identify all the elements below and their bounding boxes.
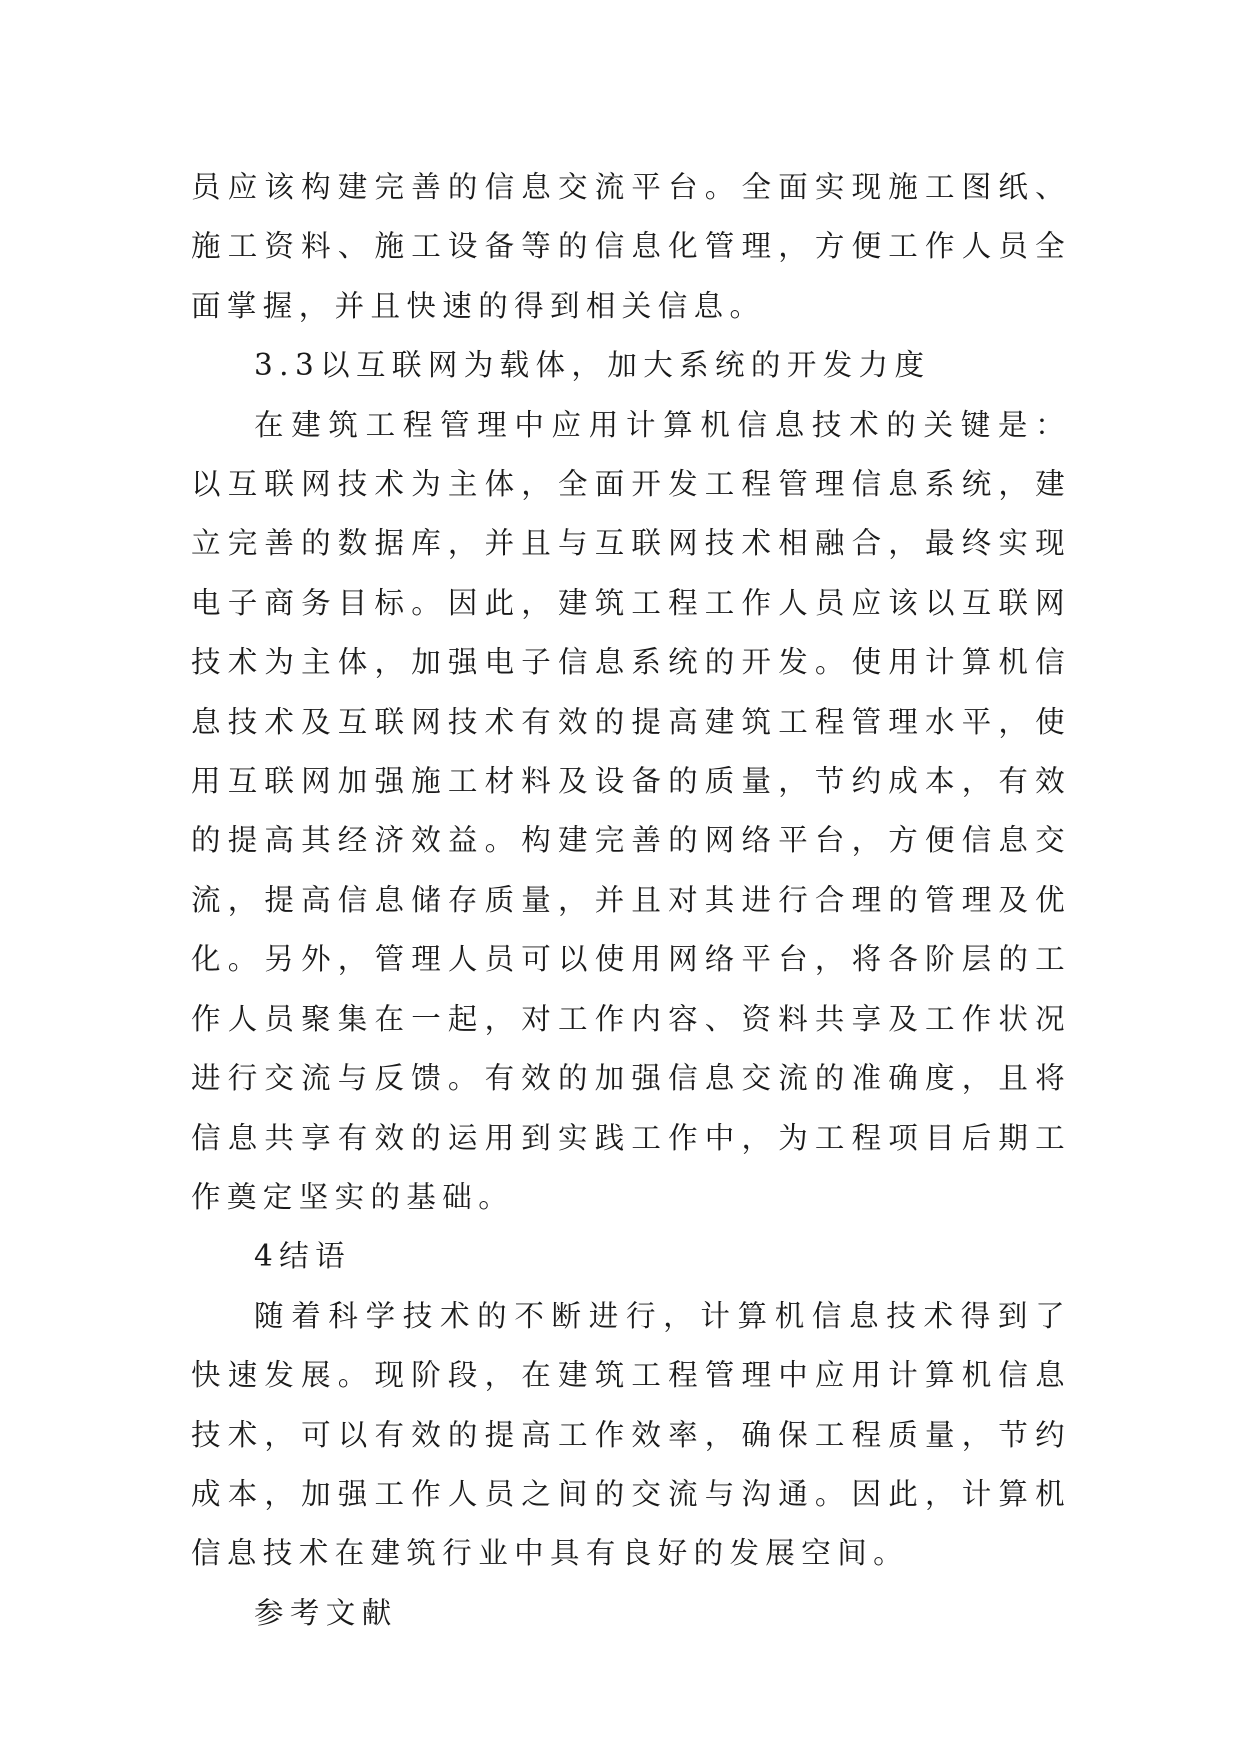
section-heading-conclusion: 4结语 [254,1239,351,1274]
document-page [191,158,1071,1643]
paragraph-continuation: 员应该构建完善的信息交流平台。全面实现施工图纸、施工资料、施工设备等的信息化管理，方便工作人员全面掌握，并且快速的得到相关信息。 [191,170,1071,323]
paragraph-internet-system: 在建筑工程管理中应用计算机信息技术的关键是：以互联网技术为主体，全面开发工程管理信息系统，建立完善的数据库，并且与互联网技术相融合，最终实现电子商务目标。因此，建筑工程工作人员应该以互联网技术为主体，加强电子信息系统的开发。使用计算机信息技术及互联网技术有效的提高建筑工程管理水平，使用互联网加强施工材料及设备的质量，节约成本，有效的提高其经济效益。构建完善的网络平台，方便信息交流，提高信息储存质量，并且对其进行合理的管理及优化。另外，管理人员可以使用网络平台，将各阶层的工作人员聚集在一起，对工作内容、资料共享及工作状况进行交流与反馈。有效的加强信息交流的准确度，且将信息共享有效的运用到实践工作中，为工程项目后期工作奠定坚实的基础。 [191,407,1071,1214]
paragraph-conclusion: 随着科学技术的不断进行，计算机信息技术得到了快速发展。现阶段，在建筑工程管理中应用计算机信息技术，可以有效的提高工作效率，确保工程质量，节约成本，加强工作人员之间的交流与沟通。因此，计算机信息技术在建筑行业中具有良好的发展空间。 [191,1298,1071,1571]
section-heading-3-3: 3.3以互联网为载体，加大系统的开发力度 [254,348,931,383]
references-heading: 参考文献 [254,1595,398,1630]
